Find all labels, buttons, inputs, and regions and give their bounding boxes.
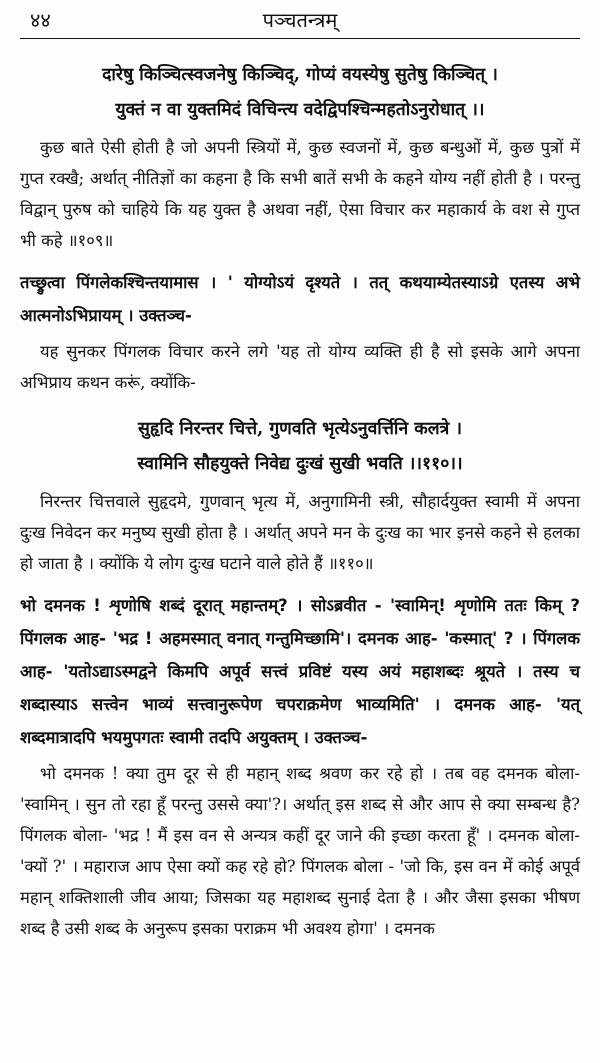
verse-109	[20, 58, 580, 128]
hindi-commentary-paragraph: कुछ बाते ऐसी होती है जो अपनी स्त्रियों में, कुछ स्वजनों में, कुछ बन्धुओं में, कुछ पुत्रों में गुप्त रक्खै; अर्थात् नीतिज्ञों का कहना है कि सभी बातें सभी के कहने योग्य नहीं होती है । परन्तु विद्वान् पुरुष को चाहिये कि यह युक्त है अथवा नहीं, ऐसा विचार कर महाकार्य के वश से गुप्त भी कहे ॥१०९॥	[20, 138, 580, 250]
verse-line: स्वामिनि सौहयुक्ते निवेद्य दुःखं सुखी भवति ।।११०।।	[137, 454, 463, 474]
page-number: ४४	[30, 8, 51, 32]
page-header	[20, 0, 580, 44]
sanskrit-prose-paragraph: तच्छ्रुत्वा पिंगलेकश्चिन्तयामास । ' योग्योऽयं दृश्यते । तत् कथयाम्येतस्याऽग्रे एतस्य अभे आत्मनोऽभिप्रायम् । उक्तञ्च-	[20, 273, 580, 325]
hindi-commentary-paragraph: यह सुनकर पिंगलक विचार करने लगे 'यह तो योग्य व्यक्ति ही है सो इसके आगे अपना अभिप्राय कथन करूं, क्योंकि-	[20, 342, 580, 392]
verse-line: युक्तं न वा युक्तमिदं विचिन्त्य वदेद्विपश्चिन्महतोऽनुरोधात् ।।	[115, 100, 485, 120]
running-title: पञ्चतन्त्रम्	[262, 8, 338, 32]
hindi-commentary-paragraph: भो दमनक ! क्या तुम दूर से ही महान् शब्द श्रवण कर रहे हो । तब वह दमनक बोला- 'स्वामिन् । सुन तो रहा हूँ परन्तु उससे क्या'?। अर्थात् इस शब्द से और आप से क्या सम्बन्ध है? पिंगलक बोला- 'भद्र ! मैं इस वन से अन्यत्र कहीं दूर जाने की इच्छा करता हूँ' । दमनक बोला- 'क्यों ?' । महाराज आप ऐसा क्यों कह रहे हो? पिंगलक बोला - 'जो कि, इस वन में कोई अपूर्व महान् शक्तिशाली जीव आया; जिसका यह महाशब्द सुनाई देता है । और जैसा इसका भीषण शब्द है उसी शब्द के अनुरूप इसका पराक्रम भी अवश्य होगा' । दमनक	[20, 764, 580, 938]
verse-line: दारेषु किञ्चित्स्वजनेषु किञ्चिद्, गोप्यं वयस्येषु सुतेषु किञ्चित् ।	[102, 65, 498, 85]
hindi-commentary-paragraph: निरन्तर चित्तवाले सुहृदमे, गुणवान् भृत्य में, अनुगामिनी स्त्री, सौहार्दयुक्त स्वामी में अपना दुःख निवेदन कर मनुष्य सुखी होता है । अर्थात् अपने मन के दुःख का भार इनसे कहने से हलका हो जाता है । क्योंकि ये लोग दुःख घटाने वाले होते हैं ॥११०॥	[20, 492, 580, 573]
verse-110	[20, 412, 580, 482]
sanskrit-prose-paragraph: भो दमनक ! शृणोषि शब्दं दूरात् महान्तम्? । सोऽब्रवीत - 'स्वामिन्! शृणोमि ततः किम् ? पिंगलक आह- 'भद्र ! अहमस्मात् वनात् गन्तुमिच्छामि'। दमनक आह- 'कस्मात्' ? । पिंगलक आह- 'यतोऽद्याऽस्मद्वने किमपि अपूर्व सत्त्वं प्रविष्टं यस्य अयं महाशब्दः श्रूयते । तस्य च शब्दास्याऽ सत्त्वेन भाव्यं सत्त्वानुरूपेण चपराक्रमेण भाव्यमिति' । दमनक आह- 'यत् शब्दमात्रादपि भयमुपगतः स्वामी तदपि अयुक्तम् । उक्तञ्च-	[20, 596, 580, 747]
verse-line: सुहृदि निरन्तर चित्ते, गुणवति भृत्येऽनुवर्त्तिनि कलत्रे ।	[138, 419, 462, 439]
header-divider	[20, 38, 580, 39]
